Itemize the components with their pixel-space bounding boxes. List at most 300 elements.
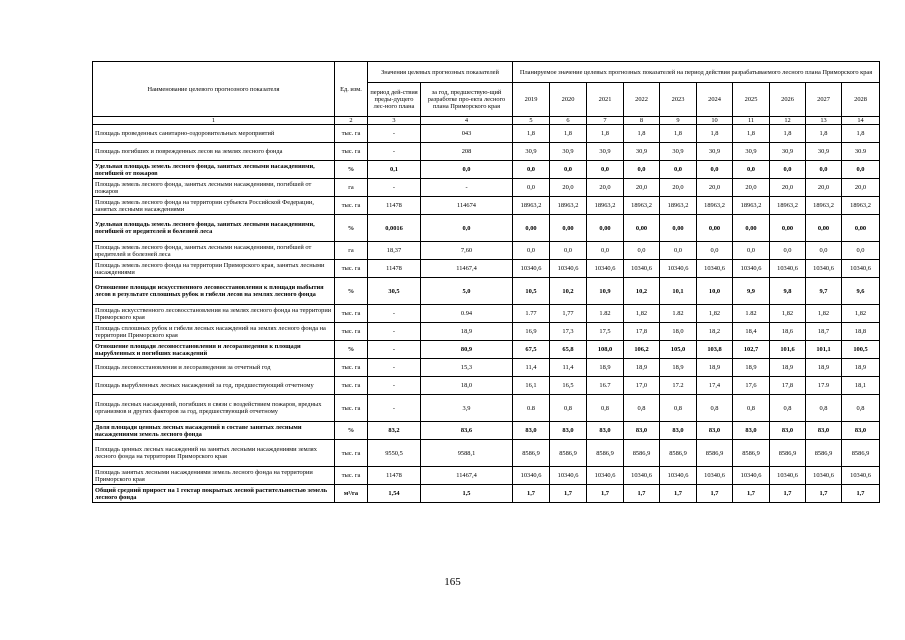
previous-period-value: - [368, 143, 421, 161]
unit-cell: тыс. га [335, 260, 368, 278]
planned-year-value: 10340,6 [770, 467, 806, 485]
planned-year-value: 18,9 [587, 359, 624, 377]
planned-year-value: 20,0 [660, 179, 697, 197]
table-row [93, 485, 880, 503]
planned-year-value: 18,9 [770, 359, 806, 377]
planned-year-value: 0,0 [697, 161, 733, 179]
forest-plan-table-page [92, 61, 875, 503]
planned-year-value: 30,9 [624, 143, 660, 161]
planned-year-value: 18963,2 [513, 197, 550, 215]
last-year-value: 11467,4 [421, 260, 513, 278]
planned-year-value: 18,7 [806, 323, 842, 341]
previous-period-value: 0,1 [368, 161, 421, 179]
planned-year-value: 0,00 [806, 215, 842, 242]
previous-period-value: - [368, 305, 421, 323]
unit-cell: тыс. га [335, 197, 368, 215]
planned-year-value: 30.9 [842, 143, 880, 161]
planned-year-value: 0,0 [660, 242, 697, 260]
planned-year-value: 10340,6 [660, 260, 697, 278]
unit-cell: % [335, 161, 368, 179]
column-number: 2 [335, 117, 368, 125]
planned-year-value: 10340,6 [733, 467, 770, 485]
planned-year-value: 18,4 [733, 323, 770, 341]
planned-year-value: 1.77 [513, 305, 550, 323]
table-row [93, 125, 880, 143]
planned-year-value: 103,8 [697, 341, 733, 359]
planned-year-value: 30,9 [806, 143, 842, 161]
planned-year-value: 10340,6 [842, 467, 880, 485]
planned-year-value: 1,8 [513, 125, 550, 143]
table-row [93, 305, 880, 323]
planned-year-value: 0,0 [587, 242, 624, 260]
column-number: 5 [513, 117, 550, 125]
table-row [93, 197, 880, 215]
planned-year-value: 0,00 [733, 215, 770, 242]
planned-year-value: 18,8 [842, 323, 880, 341]
indicator-name: Отношение площади лесовосстановления и лесоразведения к площади вырубленных и погибших насаждений [93, 341, 335, 359]
table-row [93, 422, 880, 440]
planned-year-value: 108,0 [587, 341, 624, 359]
planned-year-value: 18,2 [697, 323, 733, 341]
planned-year-value: 8586,9 [587, 440, 624, 467]
indicator-name: Площадь земель лесного фонда на территории субъекта Российской Федерации, занятых лесными насаждениями [93, 197, 335, 215]
previous-period-value: 83,2 [368, 422, 421, 440]
planned-year-value: 9,9 [733, 278, 770, 305]
planned-year-value: 20,0 [770, 179, 806, 197]
planned-year-value: 18,9 [624, 359, 660, 377]
header-year: 2028 [842, 83, 880, 117]
header-year: 2022 [624, 83, 660, 117]
planned-year-value: 83,0 [806, 422, 842, 440]
planned-year-value: 1,8 [587, 125, 624, 143]
unit-cell: м³/га [335, 485, 368, 503]
planned-year-value: 17,8 [770, 377, 806, 395]
column-number: 6 [550, 117, 587, 125]
planned-year-value: 1,8 [806, 125, 842, 143]
last-year-value: - [421, 179, 513, 197]
planned-year-value: 0,0 [842, 242, 880, 260]
planned-year-value: 11,4 [513, 359, 550, 377]
header-planned-values-group: Планируемое значение целевых прогнозных показателей на период действия разрабатываемого лесного плана Приморского края [513, 62, 880, 83]
indicator-name: Площадь занятых лесными насаждениями земель лесного фонда на территории Приморского края [93, 467, 335, 485]
planned-year-value: 1,7 [550, 485, 587, 503]
planned-year-value: 30,9 [770, 143, 806, 161]
planned-year-value: 30,9 [587, 143, 624, 161]
previous-period-value: - [368, 377, 421, 395]
planned-year-value: 10340,6 [842, 260, 880, 278]
previous-period-value: 11478 [368, 467, 421, 485]
planned-year-value: 10340,6 [550, 467, 587, 485]
planned-year-value: 1,8 [624, 125, 660, 143]
planned-year-value: 18963,2 [697, 197, 733, 215]
planned-year-value: 1,8 [842, 125, 880, 143]
planned-year-value: 16.7 [587, 377, 624, 395]
planned-year-value: 1,7 [513, 485, 550, 503]
previous-period-value: - [368, 323, 421, 341]
planned-year-value: 101,1 [806, 341, 842, 359]
planned-year-value: 10340,6 [513, 467, 550, 485]
previous-period-value: 11478 [368, 260, 421, 278]
previous-period-value: - [368, 395, 421, 422]
planned-year-value: 18963,2 [806, 197, 842, 215]
column-number: 3 [368, 117, 421, 125]
table-row [93, 179, 880, 197]
planned-year-value: 18,9 [733, 359, 770, 377]
planned-year-value: 0,0 [770, 161, 806, 179]
planned-year-value: 10340,6 [697, 467, 733, 485]
planned-year-value: 1,7 [770, 485, 806, 503]
planned-year-value: 8586,9 [624, 440, 660, 467]
planned-year-value: 0,0 [550, 242, 587, 260]
column-number: 14 [842, 117, 880, 125]
planned-year-value: 9,8 [770, 278, 806, 305]
planned-year-value: 1,7 [733, 485, 770, 503]
unit-cell: % [335, 341, 368, 359]
planned-year-value: 8586,9 [806, 440, 842, 467]
planned-year-value: 0,8 [770, 395, 806, 422]
planned-year-value: 20,0 [587, 179, 624, 197]
table-row [93, 260, 880, 278]
last-year-value: 208 [421, 143, 513, 161]
planned-year-value: 18963,2 [733, 197, 770, 215]
indicator-name: Площадь земель лесного фонда, занятых лесными насаждениями, погибшей от пожаров [93, 179, 335, 197]
column-number: 13 [806, 117, 842, 125]
planned-year-value: 8586,9 [770, 440, 806, 467]
planned-year-value: 0,8 [587, 395, 624, 422]
planned-year-value: 20,0 [733, 179, 770, 197]
table-row [93, 359, 880, 377]
last-year-value: 83,6 [421, 422, 513, 440]
planned-year-value: 17,3 [550, 323, 587, 341]
planned-year-value: 83,0 [733, 422, 770, 440]
indicator-name: Отношение площади искусственного лесовосстановления к площади выбытия лесов в результате сплошных рубок и гибели лесов на землях лесного фонда [93, 278, 335, 305]
planned-year-value: 18963,2 [842, 197, 880, 215]
unit-cell: тыс. га [335, 323, 368, 341]
planned-year-value: 10340,6 [660, 467, 697, 485]
planned-year-value: 105,0 [660, 341, 697, 359]
planned-year-value: 30,9 [550, 143, 587, 161]
table-row [93, 143, 880, 161]
planned-year-value: 0,0 [513, 179, 550, 197]
planned-year-value: 10,0 [697, 278, 733, 305]
unit-cell: тыс. га [335, 377, 368, 395]
planned-year-value: 1,7 [660, 485, 697, 503]
header-indicator-name: Наименование целевого прогнозного показателя [93, 62, 335, 117]
planned-year-value: 17,8 [624, 323, 660, 341]
planned-year-value: 1,8 [660, 125, 697, 143]
planned-year-value: 20,0 [697, 179, 733, 197]
planned-year-value: 18,9 [660, 359, 697, 377]
planned-year-value: 0,00 [624, 215, 660, 242]
planned-year-value: 0,00 [587, 215, 624, 242]
planned-year-value: 8586,9 [660, 440, 697, 467]
planned-year-value: 10340,6 [624, 467, 660, 485]
planned-year-value: 1,77 [550, 305, 587, 323]
planned-year-value: 83,0 [624, 422, 660, 440]
planned-year-value: 0,8 [842, 395, 880, 422]
last-year-value: 9588,1 [421, 440, 513, 467]
planned-year-value: 10,2 [550, 278, 587, 305]
table-row [93, 341, 880, 359]
table-row [93, 161, 880, 179]
planned-year-value: 20,0 [806, 179, 842, 197]
planned-year-value: 9,7 [806, 278, 842, 305]
unit-cell: тыс. га [335, 359, 368, 377]
indicator-name: Площадь вырубленных лесных насаждений за год, предшествующий отчетному [93, 377, 335, 395]
planned-year-value: 17,5 [587, 323, 624, 341]
planned-year-value: 0,0 [660, 161, 697, 179]
previous-period-value: 18,37 [368, 242, 421, 260]
planned-year-value: 16,5 [550, 377, 587, 395]
indicator-name: Удельная площадь земель лесного фонда, занятых лесными насаждениями, погибшей от пожаров [93, 161, 335, 179]
last-year-value: 5,0 [421, 278, 513, 305]
planned-year-value: 0,0 [624, 242, 660, 260]
column-number: 7 [587, 117, 624, 125]
planned-year-value: 0,00 [513, 215, 550, 242]
planned-year-value: 0,0 [513, 161, 550, 179]
planned-year-value: 83,0 [842, 422, 880, 440]
previous-period-value: - [368, 125, 421, 143]
planned-year-value: 17,4 [697, 377, 733, 395]
planned-year-value: 8586,9 [550, 440, 587, 467]
planned-year-value: 102,7 [733, 341, 770, 359]
planned-year-value: 8586,9 [842, 440, 880, 467]
planned-year-value: 10340,6 [587, 467, 624, 485]
planned-year-value: 83,0 [550, 422, 587, 440]
planned-year-value: 1.82 [660, 305, 697, 323]
planned-year-value: 17.2 [660, 377, 697, 395]
planned-year-value: 0,8 [660, 395, 697, 422]
planned-year-value: 0,8 [806, 395, 842, 422]
table-row [93, 467, 880, 485]
indicator-name: Общий средний прирост на 1 гектар покрытых лесной растительностью земель лесного фонда [93, 485, 335, 503]
planned-year-value: 1,82 [806, 305, 842, 323]
planned-year-value: 30,9 [513, 143, 550, 161]
planned-year-value: 101,6 [770, 341, 806, 359]
indicator-name: Доля площади ценных лесных насаждений в составе занятых лесными насаждениями земель лесного фонда [93, 422, 335, 440]
indicator-name: Площадь искусственного лесовосстановления на землях лесного фонда на территории Приморского края [93, 305, 335, 323]
header-year: 2019 [513, 83, 550, 117]
unit-cell: % [335, 278, 368, 305]
planned-year-value: 1,82 [697, 305, 733, 323]
previous-period-value: 11478 [368, 197, 421, 215]
column-number: 4 [421, 117, 513, 125]
planned-year-value: 1,7 [842, 485, 880, 503]
planned-year-value: 83,0 [660, 422, 697, 440]
previous-period-value: 0,0016 [368, 215, 421, 242]
planned-year-value: 10,2 [624, 278, 660, 305]
planned-year-value: 100,5 [842, 341, 880, 359]
last-year-value: 114674 [421, 197, 513, 215]
planned-year-value: 10340,6 [733, 260, 770, 278]
header-year: 2020 [550, 83, 587, 117]
previous-period-value: 9550,5 [368, 440, 421, 467]
table-row [93, 278, 880, 305]
table-row [93, 242, 880, 260]
previous-period-value: 30,5 [368, 278, 421, 305]
planned-year-value: 18,9 [842, 359, 880, 377]
header-year: 2024 [697, 83, 733, 117]
planned-year-value: 0,0 [513, 242, 550, 260]
planned-year-value: 0,00 [842, 215, 880, 242]
header-target-values-group: Значения целевых прогнозных показателей [368, 62, 513, 83]
header-unit: Ед. изм. [335, 62, 368, 117]
planned-year-value: 83,0 [697, 422, 733, 440]
planned-year-value: 10340,6 [770, 260, 806, 278]
column-number: 8 [624, 117, 660, 125]
column-number: 10 [697, 117, 733, 125]
indicator-name: Площадь проведенных санитарно-оздоровительных мероприятий [93, 125, 335, 143]
planned-year-value: 10340,6 [624, 260, 660, 278]
unit-cell: % [335, 215, 368, 242]
indicator-name: Площадь лесных насаждений, погибших в связи с воздействием пожаров, вредных организмов и других факторов за год, предшествующий отчетному [93, 395, 335, 422]
unit-cell: тыс. га [335, 305, 368, 323]
header-year: 2023 [660, 83, 697, 117]
last-year-value: 11467,4 [421, 467, 513, 485]
previous-period-value: - [368, 359, 421, 377]
planned-year-value: 17.9 [806, 377, 842, 395]
header-previous-plan-period: период дей-ствия преды-дущего лес-ного плана [368, 83, 421, 117]
planned-year-value: 1,82 [624, 305, 660, 323]
planned-year-value: 83,0 [513, 422, 550, 440]
planned-year-value: 10340,6 [697, 260, 733, 278]
planned-year-value: 67,5 [513, 341, 550, 359]
unit-cell: % [335, 422, 368, 440]
planned-year-value: 10340,6 [513, 260, 550, 278]
previous-period-value: 1,54 [368, 485, 421, 503]
last-year-value: 3,9 [421, 395, 513, 422]
planned-year-value: 10340,6 [806, 260, 842, 278]
planned-year-value: 83,0 [770, 422, 806, 440]
planned-year-value: 1,8 [733, 125, 770, 143]
planned-year-value: 8586,9 [513, 440, 550, 467]
planned-year-value: 18,9 [697, 359, 733, 377]
planned-year-value: 0,0 [733, 161, 770, 179]
header-year: 2027 [806, 83, 842, 117]
table-row [93, 395, 880, 422]
planned-year-value: 1,8 [770, 125, 806, 143]
last-year-value: 80,9 [421, 341, 513, 359]
planned-year-value: 10,1 [660, 278, 697, 305]
planned-year-value: 17,0 [624, 377, 660, 395]
planned-year-value: 30,9 [660, 143, 697, 161]
planned-year-value: 18963,2 [624, 197, 660, 215]
unit-cell: тыс. га [335, 395, 368, 422]
indicator-name: Площадь лесовосстановления и лесоразведения за отчетный год [93, 359, 335, 377]
last-year-value: 15,3 [421, 359, 513, 377]
planned-year-value: 0,8 [550, 395, 587, 422]
last-year-value: 18,0 [421, 377, 513, 395]
indicator-name: Площадь земель лесного фонда на территории Приморского края, занятых лесными насаждениями [93, 260, 335, 278]
planned-year-value: 0,00 [660, 215, 697, 242]
unit-cell: тыс. га [335, 467, 368, 485]
indicator-name: Площадь погибших и поврежденных лесов на землях лесного фонда [93, 143, 335, 161]
planned-year-value: 18,0 [660, 323, 697, 341]
column-number: 12 [770, 117, 806, 125]
planned-year-value: 10340,6 [587, 260, 624, 278]
table-row [93, 440, 880, 467]
planned-year-value: 16,1 [513, 377, 550, 395]
planned-year-value: 10,5 [513, 278, 550, 305]
indicator-name: Площадь земель лесного фонда, занятых лесными насаждениями, погибшей от вредителей и болезней леса [93, 242, 335, 260]
indicator-name: Площадь сплошных рубок и гибели лесных насаждений на землях лесного фонда на территории Приморского края [93, 323, 335, 341]
planned-year-value: 17,6 [733, 377, 770, 395]
planned-year-value: 18,6 [770, 323, 806, 341]
planned-year-value: 18963,2 [660, 197, 697, 215]
planned-year-value: 20,0 [550, 179, 587, 197]
page-number: 165 [444, 576, 461, 588]
column-number: 11 [733, 117, 770, 125]
planned-year-value: 18,1 [842, 377, 880, 395]
planned-year-value: 1,82 [770, 305, 806, 323]
column-number: 9 [660, 117, 697, 125]
planned-year-value: 10,9 [587, 278, 624, 305]
header-year: 2021 [587, 83, 624, 117]
planned-year-value: 1,82 [842, 305, 880, 323]
planned-year-value: 0,8 [733, 395, 770, 422]
unit-cell: тыс. га [335, 125, 368, 143]
planned-year-value: 0,8 [697, 395, 733, 422]
table-row [93, 377, 880, 395]
planned-year-value: 106,2 [624, 341, 660, 359]
table-row [93, 323, 880, 341]
target-indicators-table [92, 61, 880, 503]
planned-year-value: 0,0 [697, 242, 733, 260]
planned-year-value: 1,8 [550, 125, 587, 143]
planned-year-value: 10340,6 [550, 260, 587, 278]
planned-year-value: 18963,2 [550, 197, 587, 215]
planned-year-value: 1,8 [697, 125, 733, 143]
planned-year-value: 16,9 [513, 323, 550, 341]
planned-year-value: 0,0 [733, 242, 770, 260]
column-number: 1 [93, 117, 335, 125]
last-year-value: 0,0 [421, 161, 513, 179]
planned-year-value: 83,0 [587, 422, 624, 440]
indicator-name: Площадь ценных лесных насаждений на занятых лесными насаждениями землях лесного фонда на территории Приморского края [93, 440, 335, 467]
last-year-value: 043 [421, 125, 513, 143]
header-year: 2025 [733, 83, 770, 117]
last-year-value: 0.94 [421, 305, 513, 323]
last-year-value: 18,9 [421, 323, 513, 341]
header-year: 2026 [770, 83, 806, 117]
planned-year-value: 10340,6 [806, 467, 842, 485]
planned-year-value: 0,0 [550, 161, 587, 179]
planned-year-value: 11,4 [550, 359, 587, 377]
planned-year-value: 1,7 [697, 485, 733, 503]
table-row [93, 215, 880, 242]
header-year-before-plan: за год, предшествую-щий разработке про-екта лесного плана Приморского края [421, 83, 513, 117]
planned-year-value: 8586,9 [697, 440, 733, 467]
planned-year-value: 0,0 [624, 161, 660, 179]
unit-cell: га [335, 179, 368, 197]
planned-year-value: 1,7 [624, 485, 660, 503]
planned-year-value: 0,0 [806, 161, 842, 179]
planned-year-value: 18963,2 [770, 197, 806, 215]
planned-year-value: 1,7 [587, 485, 624, 503]
planned-year-value: 9,6 [842, 278, 880, 305]
planned-year-value: 0,0 [842, 161, 880, 179]
unit-cell: га [335, 242, 368, 260]
planned-year-value: 8586,9 [733, 440, 770, 467]
planned-year-value: 0.8 [513, 395, 550, 422]
planned-year-value: 1.82 [587, 305, 624, 323]
unit-cell: тыс. га [335, 143, 368, 161]
planned-year-value: 0,00 [550, 215, 587, 242]
planned-year-value: 0,00 [697, 215, 733, 242]
last-year-value: 7,60 [421, 242, 513, 260]
planned-year-value: 1.82 [733, 305, 770, 323]
planned-year-value: 30,9 [733, 143, 770, 161]
